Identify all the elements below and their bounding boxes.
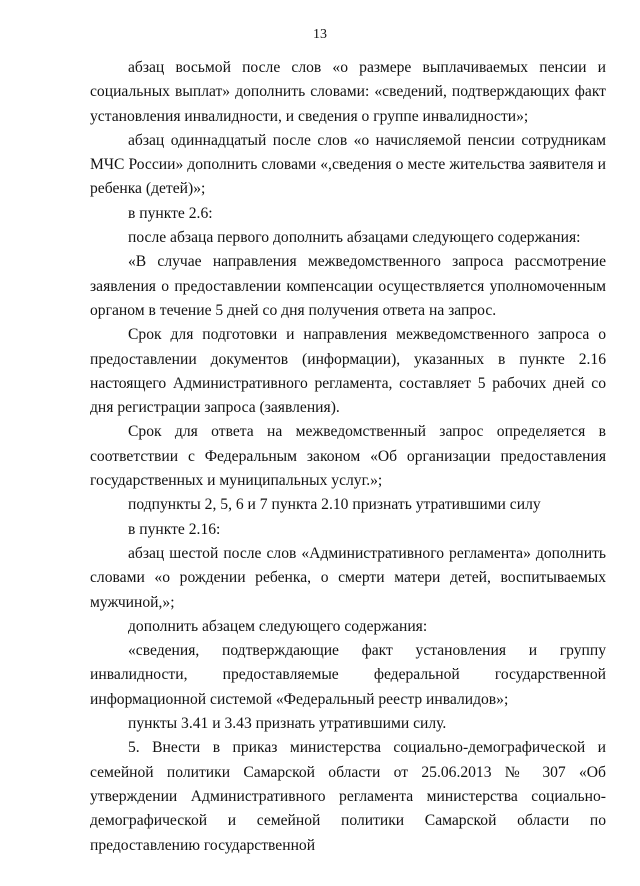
paragraph: «сведения, подтверждающие факт установления и группу инвалидности, предоставляемые федеральной государственной информационной системой «Федеральный реестр инвалидов»; (90, 642, 606, 708)
paragraph: пункты 3.41 и 3.43 признать утратившими силу. (128, 715, 447, 733)
document-body (90, 56, 606, 858)
paragraph: 5. Внести в приказ министерства социально-демографической и семейной политики Самарской области от 25.06.2013 № 307 «Об утверждении Административного регламента министерства социально-демографической и семейной политики Самарской области по предоставлению государственной (90, 739, 606, 854)
page-number: 13 (313, 27, 327, 42)
paragraph: в пункте 2.16: (128, 520, 221, 538)
paragraph: после абзаца первого дополнить абзацами следующего содержания: (128, 229, 581, 247)
paragraph: подпункты 2, 5, 6 и 7 пункта 2.10 признать утратившими силу (128, 496, 541, 514)
paragraph: абзац восьмой после слов «о размере выплачиваемых пенсии и социальных выплат» дополнить словами: «сведений, подтверждающих факт установления инвалидности, и сведения о группе инвалидности»; (90, 59, 606, 125)
paragraph: абзац одиннадцатый после слов «о начисляемой пенсии сотрудникам МЧС России» дополнить словами «,сведения о месте жительства заявителя и ребенка (детей)»; (90, 131, 606, 198)
paragraph: абзац шестой после слов «Административного регламента» дополнить словами «о рождении ребенка, о смерти матери детей, воспитываемых мужчиной,»; (90, 544, 606, 611)
paragraph: Срок для ответа на межведомственный запрос определяется в соответствии с Федеральным законом «Об организации предоставления государственных и муниципальных услуг.»; (90, 423, 606, 490)
paragraph: Срок для подготовки и направления межведомственного запроса о предоставлении документов (информации), указанных в пункте 2.16 настоящего Административного регламента, составляет 5 рабочих дней со дня регистрации запроса (заявления). (90, 326, 606, 417)
paragraph: в пункте 2.6: (128, 204, 213, 222)
paragraph: дополнить абзацем следующего содержания: (128, 617, 428, 635)
paragraph: «В случае направления межведомственного запроса рассмотрение заявления о предоставлении компенсации осуществляется уполномоченным органом в течение 5 дней со дня получения ответа на запрос. (90, 253, 606, 319)
